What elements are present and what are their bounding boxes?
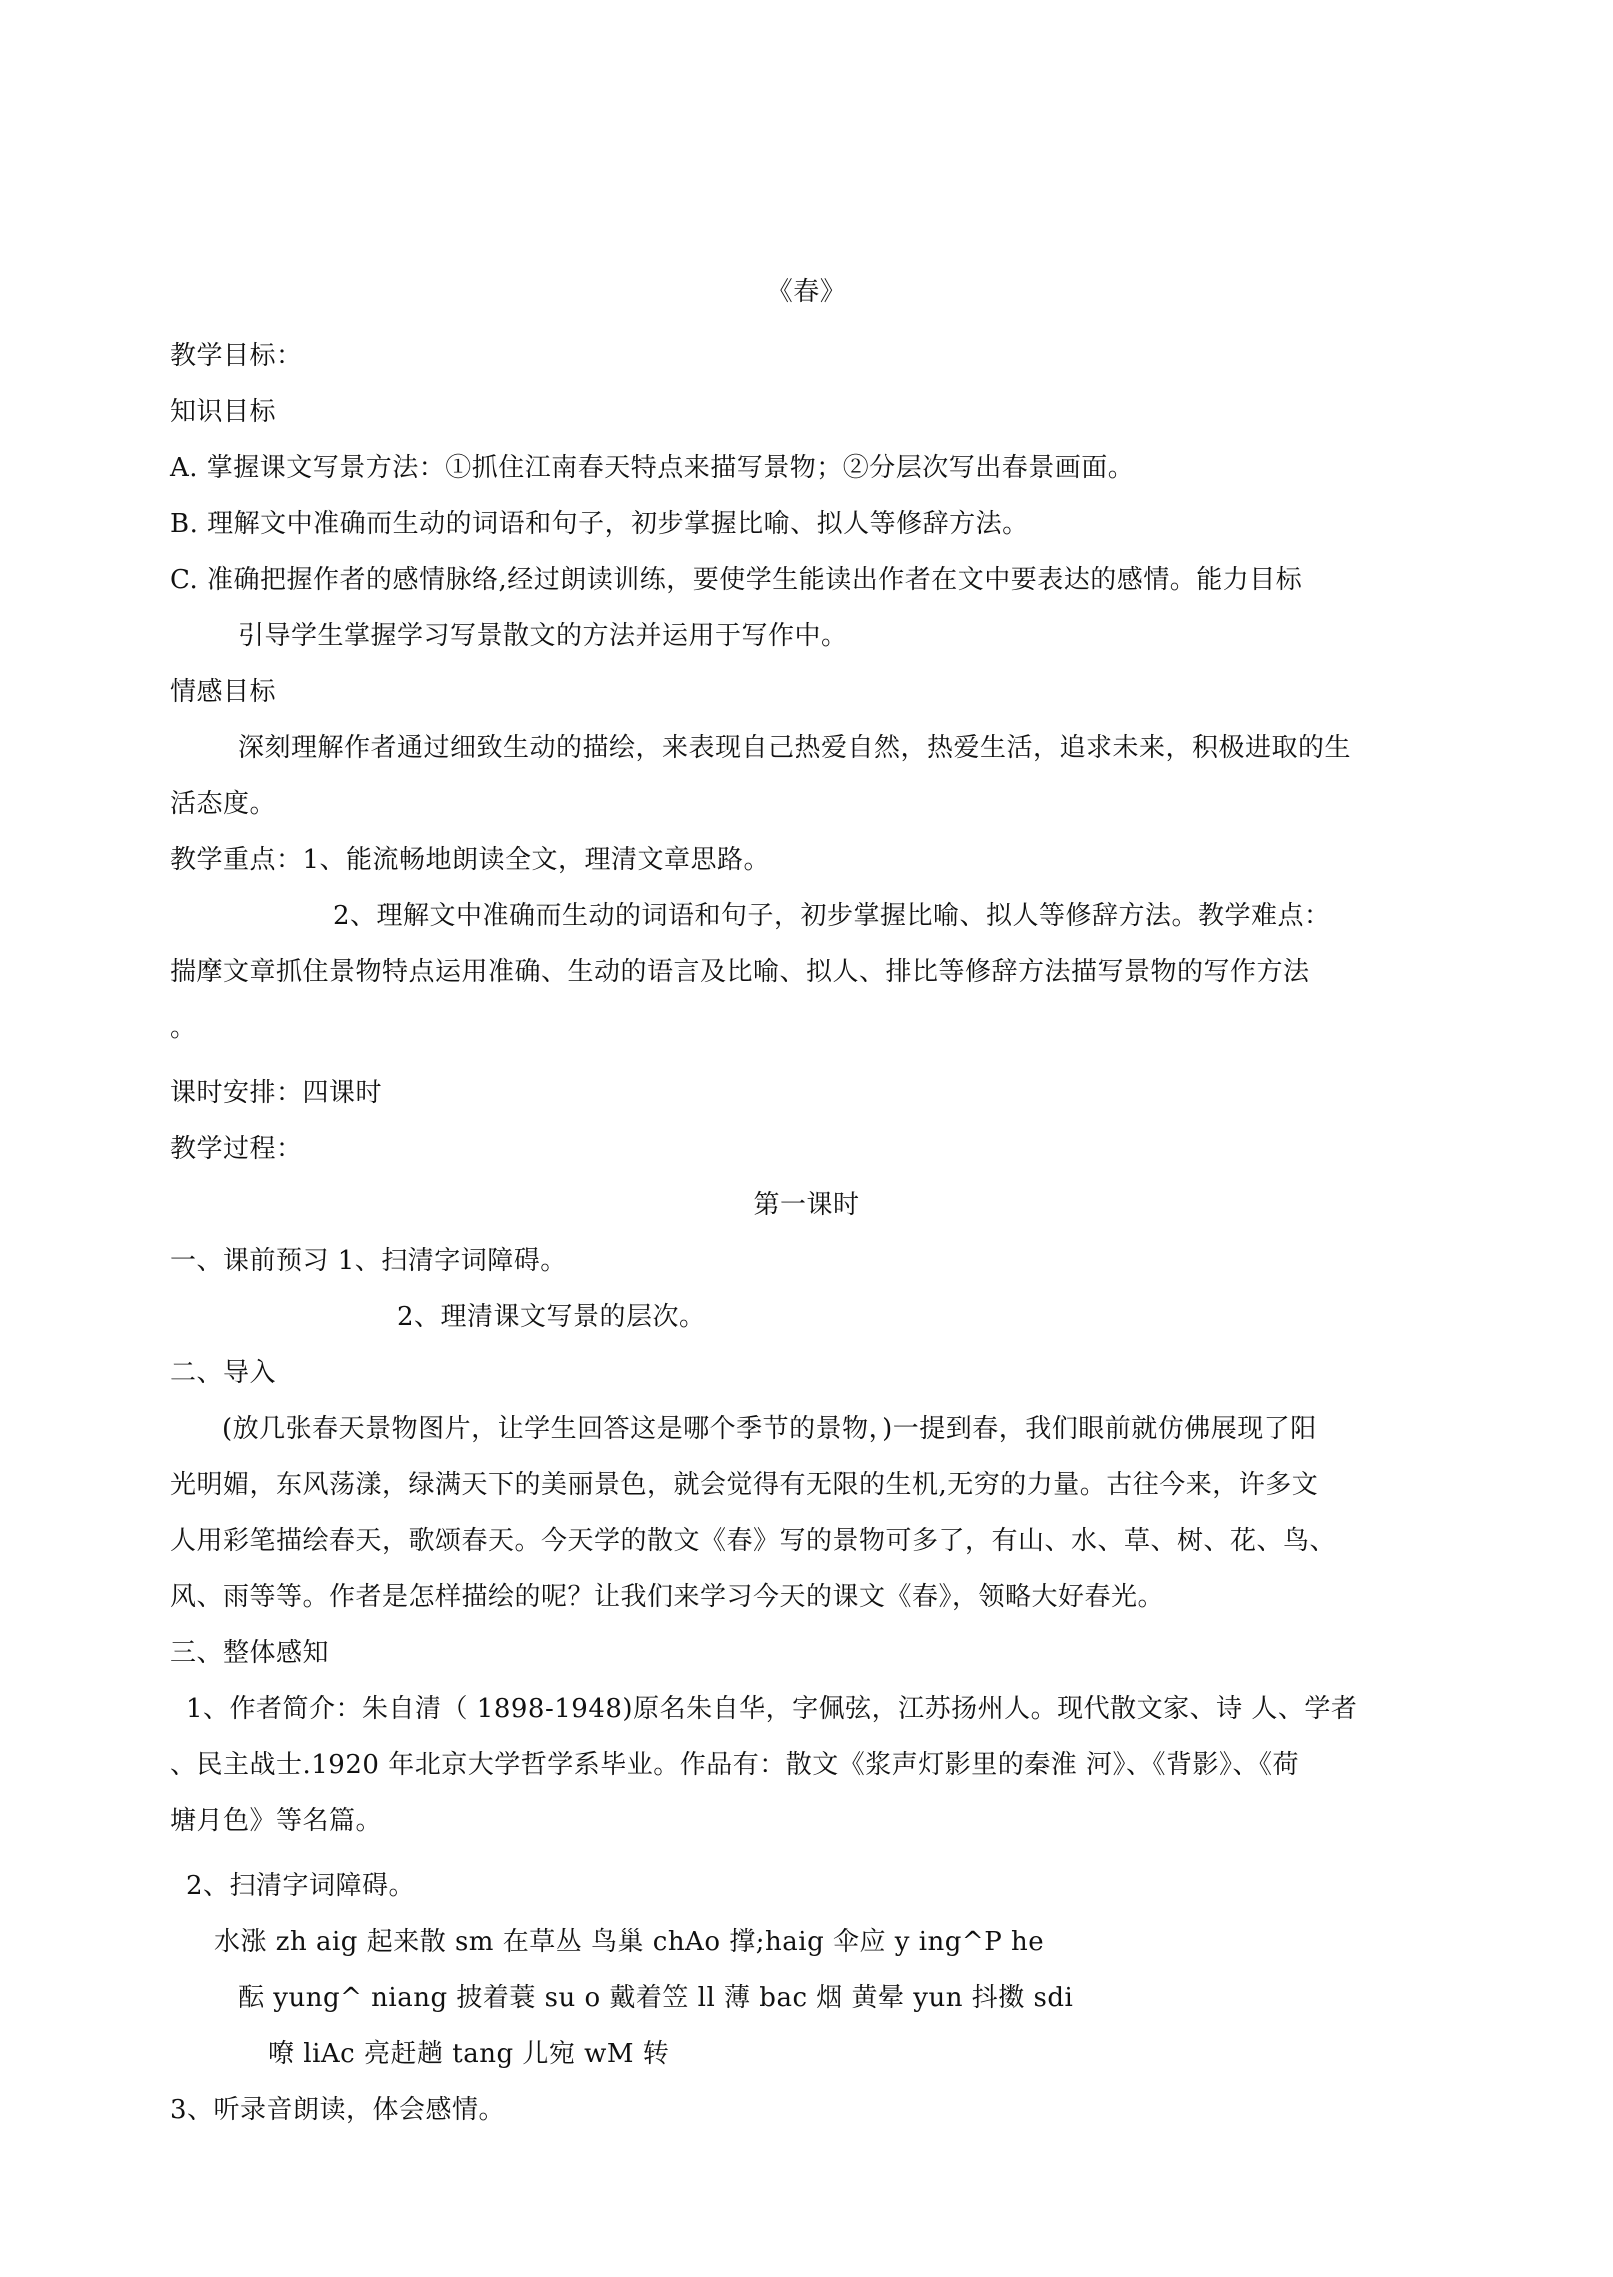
paragraph-line: 深刻理解作者通过细致生动的描绘，来表现自己热爱自然，热爱生活，追求未来，积极进取的生 (238, 733, 1352, 763)
paragraph-line: (放几张春天景物图片，让学生回答这是哪个季节的景物，)一提到春，我们眼前就仿佛展现了阳 (222, 1414, 1317, 1444)
paragraph-line: 2、扫清字词障碍。 (186, 1871, 416, 1901)
paragraph-line: 1、作者简介：朱自清（ 1898-1948)原名朱自华，字佩弦，江苏扬州人。现代散文家、诗 人、学者 (186, 1694, 1358, 1724)
paragraph-line: 活态度。 (170, 789, 277, 819)
section-heading-process: 教学过程： (170, 1134, 303, 1164)
paragraph-line: 2、理解文中准确而生动的词语和句子，初步掌握比喻、拟人等修辞方法。教学难点： (333, 901, 1331, 931)
paragraph-line: 2、理清课文写景的层次。 (397, 1302, 706, 1332)
paragraph-line: 一、课前预习 1、扫清字词障碍。 (170, 1246, 567, 1276)
paragraph-line: B. 理解文中准确而生动的词语和句子，初步掌握比喻、拟人等修辞方法。 (170, 509, 1029, 539)
section-heading-intro: 二、导入 (170, 1358, 277, 1388)
paragraph-line: A. 掌握课文写景方法：①抓住江南春天特点来描写景物；②分层次写出春景画面。 (170, 453, 1135, 483)
paragraph-line: 引导学生掌握学习写景散文的方法并运用于写作中。 (238, 621, 848, 651)
page-title: 《春》 (766, 277, 847, 307)
paragraph-line: 。 (170, 1013, 197, 1043)
paragraph-line: 教学重点：1、能流畅地朗读全文，理清文章思路。 (170, 845, 771, 875)
paragraph-line: C. 准确把握作者的感情脉络,经过朗读训练，要使学生能读出作者在文中要表达的感情。能力目标 (170, 565, 1303, 595)
paragraph-line: 风、雨等等。作者是怎样描绘的呢？让我们来学习今天的课文《春》，领略大好春光。 (170, 1582, 1165, 1612)
paragraph-line: 、民主战士.1920 年北京大学哲学系毕业。作品有：散文《浆声灯影里的秦淮 河》、《背影》、《荷 (170, 1750, 1299, 1780)
paragraph-line: 人用彩笔描绘春天，歌颂春天。今天学的散文《春》写的景物可多了，有山、水、草、树、花、鸟、 (170, 1526, 1337, 1556)
section-heading-goals: 教学目标： (170, 341, 303, 371)
section-heading-overview: 三、整体感知 (170, 1638, 330, 1668)
vocab-line: 酝 yung^ niang 披着蓑 su o 戴着笠 ll 薄 bac 烟 黄晕 yun 抖擞 sdi (238, 1983, 1074, 2013)
lesson-heading: 第一课时 (753, 1190, 860, 1220)
subheading-knowledge: 知识目标 (170, 397, 277, 427)
paragraph-line: 课时安排：四课时 (170, 1078, 383, 1108)
vocab-line: 水涨 zh aig 起来散 sm 在草丛 鸟巢 chAo 撑;haig 伞应 y ing^P he (214, 1927, 1045, 1957)
paragraph-line: 塘月色》等名篇。 (170, 1806, 383, 1836)
paragraph-line: 揣摩文章抓住景物特点运用准确、生动的语言及比喻、拟人、排比等修辞方法描写景物的写作方法 (170, 957, 1310, 987)
vocab-line: 嘹 liAc 亮赶趟 tang 儿宛 wM 转 (268, 2039, 670, 2069)
paragraph-line: 3、听录音朗读，体会感情。 (170, 2095, 506, 2125)
paragraph-line: 光明媚，东风荡漾，绿满天下的美丽景色，就会觉得有无限的生机,无穷的力量。古往今来，许多文 (170, 1470, 1319, 1500)
subheading-emotion: 情感目标 (170, 677, 277, 707)
